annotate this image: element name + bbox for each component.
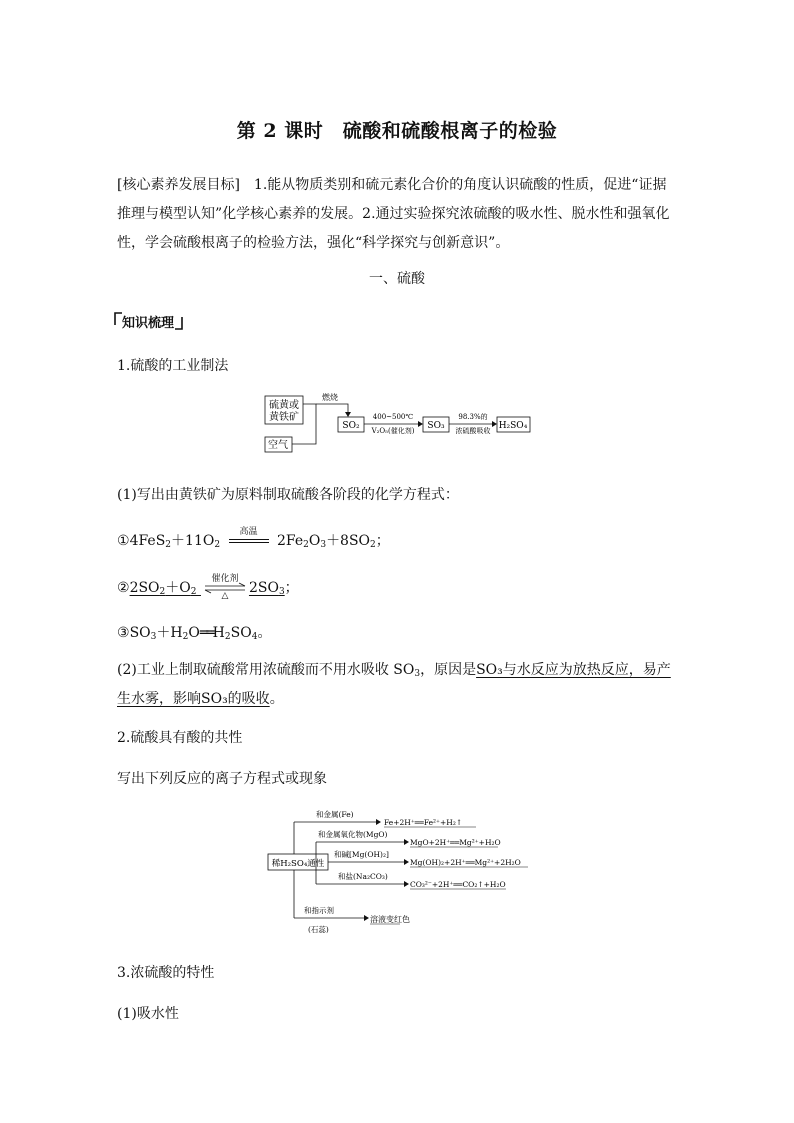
raw-material-text-2: 黄铁矿 — [269, 412, 299, 423]
item3-subheading-1: (1)吸水性 — [117, 1006, 179, 1022]
eq2-condition-top: 催化剂 — [211, 574, 239, 584]
dilute-acid-text: 稀H₂SO₄通性 — [271, 859, 325, 869]
condition2-top: 98.3%的 — [458, 413, 488, 421]
section-heading-sulfuric-acid: 一、硫酸 — [369, 271, 425, 287]
item3-heading: 3.浓硫酸的特性 — [117, 965, 215, 981]
air-text: 空气 — [268, 440, 288, 451]
q2-answer: SO₃与水反应为放热反应，易产生水雾，影响SO₃的吸收 — [117, 662, 671, 707]
q2-prefix: (2)工业上制取硫酸常用浓硫酸而不用水吸收 SO — [117, 662, 415, 678]
knowledge-review-text: 知识梳理 — [122, 316, 175, 331]
corner-bracket-right-icon — [174, 316, 184, 330]
branch2-label: 和金属氧化物(MgO) — [318, 830, 388, 839]
question-2: (2)工业上制取硫酸常用浓硫酸而不用水吸收 $SO_3$，原因是SO₃与水反应为放热反应，易产生水雾，影响SO₃的吸收。 — [117, 662, 671, 707]
branch4-label: 和盐(Na₂CO₃) — [338, 872, 388, 881]
goals-label: [核心素养发展目标] — [117, 177, 240, 193]
branch3-equation: Mg(OH)₂+2H⁺══Mg²⁺+2H₂O — [410, 858, 521, 867]
eq2-condition-bottom: △ — [221, 591, 229, 601]
condition2-bottom: 浓硫酸吸收 — [455, 427, 491, 435]
q2-middle: ，原因是 — [420, 662, 477, 678]
branch5-result: 溶液变红色 — [370, 915, 410, 924]
page-title: 第 2 课时 硫酸和硫酸根离子的检验 — [236, 120, 558, 142]
eq1-condition: 高温 — [239, 527, 258, 537]
equation-3: $③SO_3+H_2O══H_2SO_4$。 — [117, 625, 272, 642]
item2-subheading: 写出下列反应的离子方程式或现象 — [117, 771, 327, 787]
branch5-label: 和指示剂 — [304, 906, 334, 915]
corner-bracket-left-icon — [114, 312, 124, 326]
equation-1: $①4FeS_2+11O_2$ 高温 $2Fe_2O_3+8SO_2$； — [117, 530, 390, 550]
h2so4-text: H₂SO₄ — [498, 421, 528, 431]
goals-text: 1.能从物质类别和硫元素化合价的角度认识硫酸的性质，促进“证据推理与模型认知”化学核心素养的发展。2.通过实验探究浓硫酸的吸水性、脱水性和强氧化性，学会硫酸根离子的检验方法，强化“科学探究与创新意识”。 — [117, 177, 670, 251]
item1-heading: 1.硫酸的工业制法 — [117, 358, 229, 374]
item2-heading: 2.硫酸具有酸的共性 — [117, 730, 243, 746]
condition1-bottom: V₂O₅(催化剂) — [371, 427, 415, 435]
knowledge-review-label — [114, 312, 174, 331]
question-1: (1)写出由黄铁矿为原料制取硫酸各阶段的化学方程式： — [117, 487, 459, 503]
branch1-label: 和金属(Fe) — [316, 810, 354, 819]
branch4-equation: CO₃²⁻+2H⁺══CO₂↑+H₂O — [410, 880, 506, 889]
equation-2: $②2SO_2+O_2$ 催化剂 △ $2SO_3$； — [117, 577, 299, 597]
branch2-equation: MgO+2H⁺══Mg²⁺+H₂O — [410, 838, 501, 847]
eq2-number: ② — [117, 580, 130, 596]
so2-text: SO₂ — [342, 421, 360, 431]
core-goals-paragraph — [117, 171, 679, 258]
eq1-number: ① — [117, 533, 130, 549]
eq1-condition-arrow — [229, 527, 269, 548]
burn-label: 燃烧 — [322, 393, 338, 402]
branch5-label-2: (石蕊) — [308, 925, 329, 934]
eq2-condition-arrow — [203, 574, 247, 601]
raw-material-text-1: 硫黄或 — [269, 400, 299, 411]
industrial-process-diagram — [262, 388, 534, 456]
branch1-equation: Fe+2H⁺══Fe²⁺+H₂↑ — [384, 818, 463, 827]
q2-end: 。 — [269, 691, 284, 707]
eq3-number: ③ — [117, 625, 130, 641]
so3-text: SO₃ — [427, 421, 445, 431]
branch3-label: 和碱[Mg(OH)₂] — [334, 850, 389, 859]
condition1-top: 400~500℃ — [372, 413, 414, 421]
dilute-acid-properties-diagram — [266, 806, 534, 938]
